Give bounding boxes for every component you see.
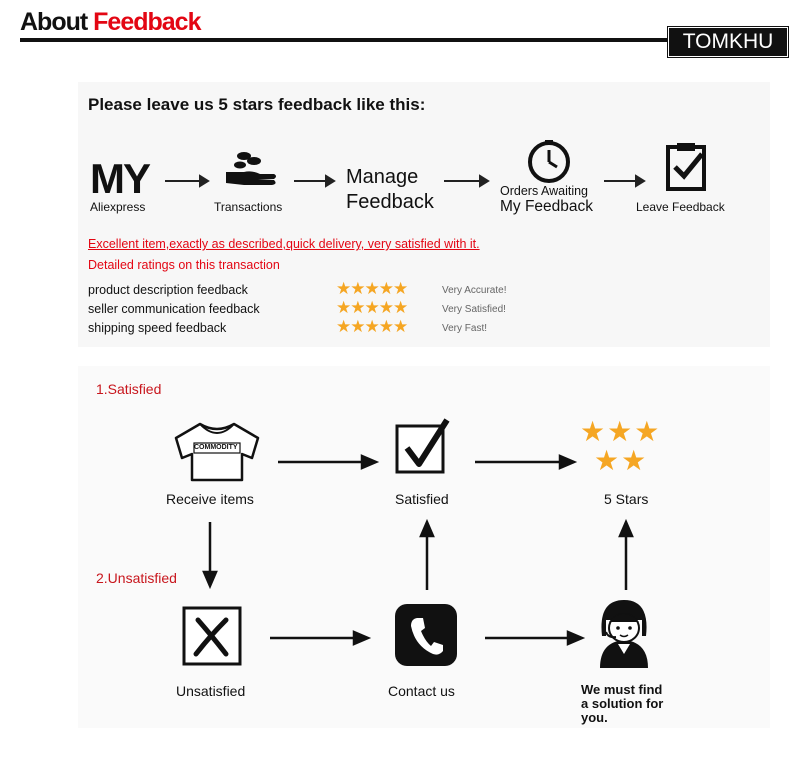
satisfied-heading: 1.Satisfied [96, 381, 162, 397]
guide-title: Please leave us 5 stars feedback like this: [88, 95, 426, 114]
title-feedback: Feedback [93, 8, 201, 36]
rating-label: shipping speed feedback [88, 321, 227, 335]
check-box-icon [395, 418, 455, 478]
rating-stars: ★★★★★ [336, 317, 408, 336]
step-leave-feedback: Leave Feedback [636, 200, 725, 214]
stars-bottom-row: ★★ [594, 445, 649, 476]
rating-note: Very Fast! [442, 323, 488, 334]
node-solution-2: a solution for [581, 696, 664, 711]
x-box-icon [182, 606, 244, 668]
step-aliexpress: Aliexpress [90, 200, 146, 214]
brand-badge: TOMKHU [668, 27, 788, 57]
node-contact: Contact us [388, 683, 455, 699]
node-solution-1: We must find [581, 682, 663, 697]
step-my-feedback: My Feedback [500, 198, 594, 215]
rating-label: seller communication feedback [88, 302, 260, 316]
node-solution-3: you. [581, 710, 608, 725]
stars-top-row: ★★★ [580, 416, 662, 447]
rating-stars: ★★★★★ [336, 298, 408, 317]
node-unsatisfied: Unsatisfied [176, 683, 246, 699]
node-receive: Receive items [166, 491, 254, 507]
support-agent-icon [592, 596, 656, 670]
step-my: MY [90, 155, 149, 202]
rating-note: Very Satisfied! [442, 304, 506, 315]
rating-label: product description feedback [88, 283, 248, 297]
step-feedback: Feedback [346, 191, 434, 213]
tshirt-icon [172, 418, 262, 484]
step-orders-awaiting: Orders Awaiting [500, 184, 589, 198]
phone-icon [395, 604, 459, 668]
example-comment: Excellent item,exactly as described,quick delivery, very satisfied with it. [88, 237, 480, 251]
rating-stars: ★★★★★ [336, 279, 408, 298]
title-about: About [20, 8, 88, 36]
step-manage: Manage [346, 166, 419, 188]
rating-note: Very Accurate! [442, 285, 507, 296]
node-satisfied: Satisfied [395, 491, 449, 507]
unsatisfied-heading: 2.Unsatisfied [96, 570, 177, 586]
node-five-stars: 5 Stars [604, 491, 649, 507]
step-transactions: Transactions [214, 200, 283, 214]
ratings-heading: Detailed ratings on this transaction [88, 258, 280, 272]
tshirt-label: COMMODITY [194, 444, 238, 451]
